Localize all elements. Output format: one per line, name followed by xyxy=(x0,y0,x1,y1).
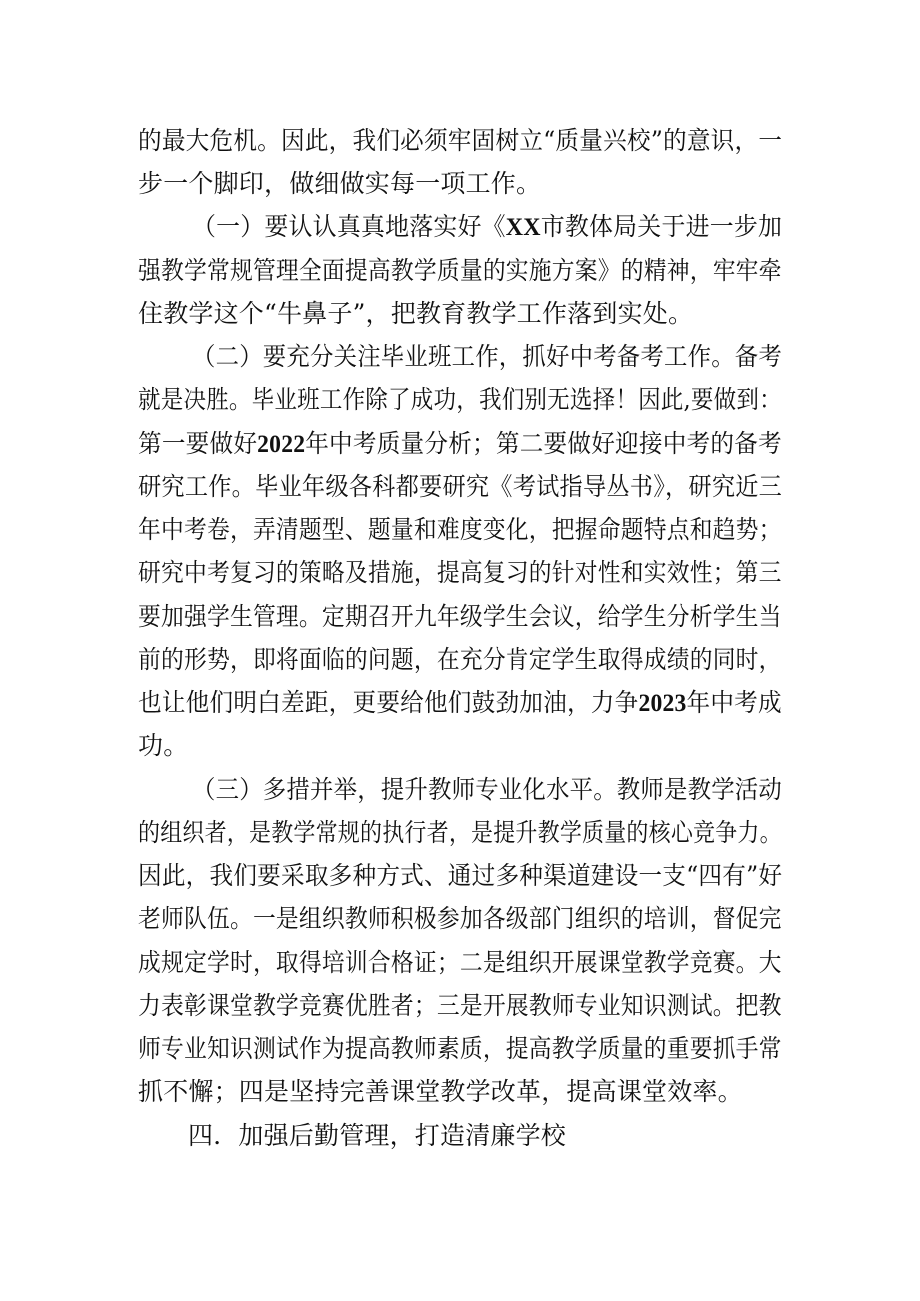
text-line: （二）要充分关注毕业班工作，抓好中考备考工作。备考 xyxy=(192,342,783,371)
bold-token: 2022 xyxy=(257,431,306,458)
text-line: 抓不懈；四是坚持完善课堂教学改革，提高课堂效率。 xyxy=(138,1077,743,1106)
text-line: 就是决胜。毕业班工作除了成功，我们别无选择！因此,要做到： xyxy=(138,385,782,414)
text-line: 力表彰课堂教学竞赛优胜者；三是开展教师专业知识测试。把教 xyxy=(138,991,782,1020)
text-line: 老师队伍。一是组织教师积极参加各级部门组织的培训，督促完 xyxy=(138,904,782,933)
text-line: 第一要做好2022年中考质量分析；第二要做好迎接中考的备考 xyxy=(138,429,782,458)
text-line: 师专业知识测试作为提高教师素质，提高教学质量的重要抓手常 xyxy=(138,1034,782,1063)
text-line: （一）要认认真真地落实好《XX市教体局关于进一步加 xyxy=(192,212,783,241)
text-line: 研究中考复习的策略及措施，提高复习的针对性和实效性；第三 xyxy=(138,558,782,587)
section-heading: 四．加强后勤管理，打造清廉学校 xyxy=(188,1121,567,1150)
text-line: 的组织者，是教学常规的执行者，是提升教学质量的核心竞争力。 xyxy=(138,818,782,847)
text-line: 也让他们明白差距，更要给他们鼓劲加油，力争2023年中考成 xyxy=(138,688,782,717)
text-line: 年中考卷，弄清题型、题量和难度变化，把握命题特点和趋势； xyxy=(138,515,782,544)
text-line: 强教学常规管理全面提高教学质量的实施方案》的精神，牢牢牵 xyxy=(138,256,782,285)
text-line: 步一个脚印，做细做实每一项工作。 xyxy=(138,169,542,198)
text-line: 的最大危机。因此，我们必须牢固树立“质量兴校”的意识，一 xyxy=(138,126,783,155)
text-line: 成规定学时，取得培训合格证；二是组织开展课堂教学竞赛。大 xyxy=(138,948,782,977)
text-line: 功。 xyxy=(138,731,189,760)
bold-token: XX xyxy=(505,214,541,241)
text-line: 因此，我们要采取多种方式、通过多种渠道建设一支“四有”好 xyxy=(138,861,783,890)
bold-token: 2023 xyxy=(638,690,687,717)
text-line: （三）多措并举，提升教师专业化水平。教师是教学活动 xyxy=(192,775,783,804)
text-line: 要加强学生管理。定期召开九年级学生会议，给学生分析学生当 xyxy=(138,602,782,631)
text-line: 住教学这个“牛鼻子”，把教育教学工作落到实处。 xyxy=(138,299,694,328)
text-line: 研究工作。毕业年级各科都要研究《考试指导丛书》，研究近三 xyxy=(138,472,783,501)
text-line: 前的形势，即将面临的问题，在充分肯定学生取得成绩的同时， xyxy=(138,645,782,674)
